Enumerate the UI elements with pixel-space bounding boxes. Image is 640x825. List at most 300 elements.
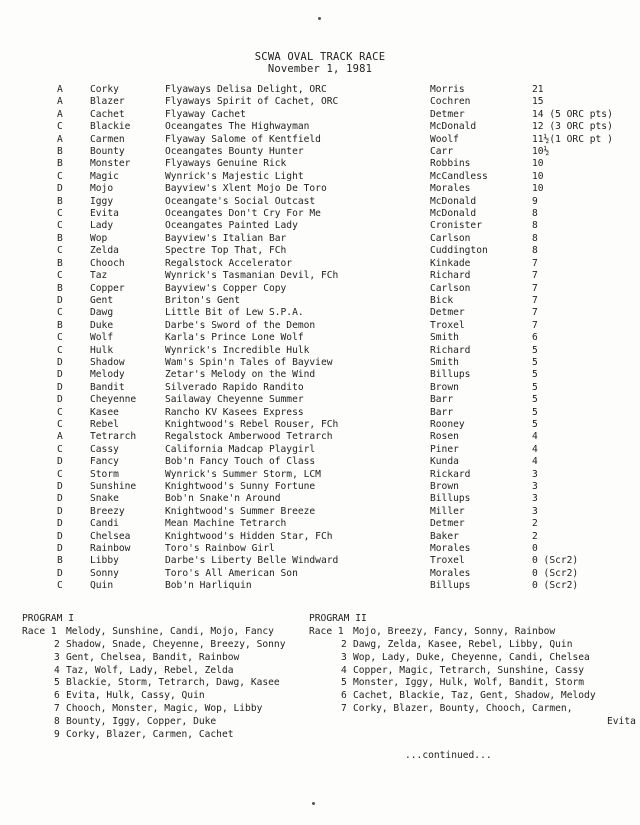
points-value: 10½: [532, 146, 550, 158]
race-number: 7: [54, 703, 60, 715]
points-value: 3: [532, 493, 538, 505]
points-value: 3: [532, 468, 538, 480]
points-value: 7: [532, 282, 538, 294]
registered-name: Bob'n Snake'n Around: [165, 493, 281, 505]
result-row: [0, 357, 640, 369]
registered-name: Darbe's Liberty Belle Windward: [165, 555, 339, 567]
owner-name: Morris: [430, 84, 465, 95]
result-row: [0, 407, 640, 419]
owner-name: Barr: [430, 394, 454, 406]
call-name: Cachet: [90, 108, 125, 120]
points-value: 5: [532, 418, 538, 430]
call-name: Kasee: [90, 406, 119, 418]
dog-class: B: [57, 146, 63, 158]
registered-name: Bayview's Italian Bar: [165, 232, 287, 244]
race-number: 4: [54, 664, 60, 676]
owner-name: McDonald: [430, 195, 477, 207]
race-entrants: Dawg, Zelda, Kasee, Rebel, Libby, Quin: [353, 638, 573, 650]
dog-class: B: [57, 195, 63, 207]
dog-class: D: [57, 493, 63, 505]
owner-name: Carlson: [430, 282, 471, 294]
result-row: [0, 96, 640, 108]
call-name: Bandit: [90, 381, 125, 393]
registered-name: Darbe's Sword of the Demon: [165, 319, 316, 331]
call-name: Chooch: [90, 257, 125, 269]
owner-name: Barr: [430, 406, 454, 418]
registered-name: Bayview's Xlent Mojo De Toro: [165, 183, 327, 195]
dog-class: C: [57, 580, 63, 592]
race-number: 2: [341, 638, 347, 650]
registered-name: Spectre Top That, FCh: [165, 245, 287, 257]
owner-name: Morales: [430, 183, 471, 195]
result-row: [0, 469, 640, 481]
points-value: 7: [532, 270, 538, 282]
points-value: 5: [532, 394, 538, 406]
owner-name: Troxel: [430, 555, 465, 567]
registered-name: Flyaway Salome of Kentfield: [165, 133, 321, 145]
race-line: [22, 651, 240, 665]
race-line: [22, 690, 205, 703]
registered-name: Little Bit of Lew S.P.A.: [165, 307, 304, 319]
race-number: 3: [54, 651, 60, 663]
owner-name: Richard: [430, 270, 471, 282]
points-value: 0 (Scr2): [532, 580, 579, 592]
race-line: [309, 703, 573, 716]
race-number: 4: [341, 664, 347, 676]
registered-name: Zetar's Melody on the Wind: [165, 369, 316, 381]
registered-name: California Madcap Playgirl: [165, 443, 316, 455]
race-number: Race 1: [309, 625, 344, 637]
punch-mark: [312, 802, 315, 805]
call-name: Taz: [90, 270, 108, 282]
result-row: [0, 543, 640, 555]
registered-name: Wynrick's Summer Storm, LCM: [165, 468, 321, 480]
call-name: Breezy: [90, 505, 125, 517]
points-value: 5: [532, 406, 538, 418]
registered-name: Regalstock Accelerator: [165, 257, 293, 269]
result-row: [0, 456, 640, 468]
points-value: 11½(1 ORC pt ): [532, 133, 613, 145]
race-number: 5: [54, 677, 60, 689]
race-entrants: Corky, Blazer, Bounty, Chooch, Carmen,: [353, 703, 573, 715]
dog-class: C: [57, 220, 63, 232]
registered-name: Knightwood's Summer Breeze: [165, 505, 316, 517]
call-name: Gent: [90, 294, 114, 306]
call-name: Carmen: [90, 133, 125, 145]
dog-class: C: [57, 406, 63, 418]
call-name: Duke: [90, 319, 114, 331]
result-row: [0, 555, 640, 567]
owner-name: Detmer: [430, 518, 465, 530]
program-two: [309, 613, 636, 729]
registered-name: Toro's All American Son: [165, 567, 298, 579]
points-value: 8: [532, 208, 538, 220]
dog-class: D: [57, 530, 63, 542]
call-name: Wop: [90, 232, 108, 244]
result-row: [0, 283, 640, 295]
dog-class: B: [57, 555, 63, 567]
dog-class: D: [57, 183, 63, 195]
owner-name: Troxel: [430, 319, 465, 331]
owner-name: Cochren: [430, 96, 471, 108]
race-line: [22, 729, 234, 742]
owner-name: Carr: [430, 146, 454, 158]
points-value: 7: [532, 307, 538, 319]
owner-name: Rooney: [430, 418, 465, 430]
call-name: Dawg: [90, 307, 114, 319]
owner-name: Piner: [430, 443, 459, 455]
points-value: 10: [532, 183, 544, 195]
race-entrants: Taz, Wolf, Lady, Rebel, Zelda: [66, 664, 234, 676]
result-row: [0, 320, 640, 332]
points-value: 21: [532, 84, 544, 95]
points-value: 7: [532, 319, 538, 331]
points-value: 4: [532, 443, 538, 455]
result-row: [0, 295, 640, 307]
registered-name: Karla's Prince Lone Wolf: [165, 332, 304, 344]
call-name: Monster: [90, 158, 131, 170]
registered-name: Bayview's Copper Copy: [165, 282, 287, 294]
owner-name: Billups: [430, 580, 471, 592]
call-name: Snake: [90, 493, 119, 505]
registered-name: Flyaways Genuine Rick: [165, 158, 287, 170]
points-value: 3: [532, 505, 538, 517]
call-name: Copper: [90, 282, 125, 294]
race-number: 3: [341, 651, 347, 663]
result-row: [0, 345, 640, 357]
race-line: [22, 638, 286, 652]
call-name: Quin: [90, 580, 114, 592]
points-value: 14 (5 ORC pts): [532, 108, 613, 120]
owner-name: Richard: [430, 344, 471, 356]
race-number: 5: [341, 677, 347, 689]
call-name: Storm: [90, 468, 119, 480]
points-value: 5: [532, 369, 538, 381]
result-row: [0, 183, 640, 195]
race-entrants: Mojo, Breezy, Fancy, Sonny, Rainbow: [353, 625, 556, 637]
call-name: Wolf: [90, 332, 114, 344]
owner-name: Billups: [430, 493, 471, 505]
owner-name: Brown: [430, 481, 459, 492]
result-row: [0, 245, 640, 257]
page-title: SCWA OVAL TRACK RACE: [254, 51, 386, 63]
owner-name: Rickard: [430, 468, 471, 480]
race-line: [22, 664, 234, 678]
points-value: 4: [532, 431, 538, 443]
registered-name: Briton's Gent: [165, 294, 241, 306]
result-row: [0, 369, 640, 381]
points-value: 0 (Scr2): [532, 555, 579, 567]
call-name: Lady: [90, 220, 114, 232]
registered-name: Sailaway Cheyenne Summer: [165, 394, 304, 406]
dog-class: D: [57, 518, 63, 530]
points-value: 8: [532, 232, 538, 244]
result-row: [0, 394, 640, 406]
owner-name: Detmer: [430, 307, 465, 319]
dog-class: D: [57, 394, 63, 406]
dog-class: C: [57, 121, 63, 133]
registered-name: Oceangates Painted Lady: [165, 220, 298, 232]
registered-name: Wynrick's Incredible Hulk: [165, 344, 310, 356]
race-entrants: Gent, Chelsea, Bandit, Rainbow: [66, 651, 240, 663]
points-value: 7: [532, 294, 538, 306]
registered-name: Rancho KV Kasees Express: [165, 406, 304, 418]
result-row: [0, 580, 640, 592]
race-line: [309, 625, 556, 639]
points-value: 3: [532, 481, 538, 492]
dog-class: A: [57, 84, 63, 95]
call-name: Tetrarch: [90, 431, 137, 443]
dog-class: B: [57, 319, 63, 331]
race-entrants: Melody, Sunshine, Candi, Mojo, Fancy: [66, 625, 274, 637]
race-line: [22, 716, 217, 729]
result-row: [0, 531, 640, 543]
points-value: 10: [532, 158, 544, 170]
owner-name: Miller: [430, 505, 465, 517]
owner-name: Smith: [430, 356, 459, 368]
dog-class: D: [57, 505, 63, 517]
points-value: 9: [532, 195, 538, 207]
call-name: Candi: [90, 518, 119, 530]
owner-name: Carlson: [430, 232, 471, 244]
program-one: [22, 613, 286, 742]
owner-name: Billups: [430, 369, 471, 381]
points-value: 2: [532, 530, 538, 542]
dog-class: C: [57, 468, 63, 480]
owner-name: Smith: [430, 332, 459, 344]
owner-name: Robbins: [430, 158, 471, 170]
race-entrants: Cachet, Blackie, Taz, Gent, Shadow, Melody: [353, 690, 596, 702]
result-row: [0, 220, 640, 232]
result-row: [0, 109, 640, 121]
registered-name: Silverado Rapido Randito: [165, 381, 304, 393]
call-name: Rebel: [90, 418, 119, 430]
result-row: [0, 196, 640, 208]
points-value: 5: [532, 344, 538, 356]
result-row: [0, 493, 640, 505]
owner-name: Baker: [430, 530, 459, 542]
dog-class: D: [57, 369, 63, 381]
call-name: Sonny: [90, 567, 119, 579]
dog-class: C: [57, 245, 63, 257]
call-name: Cheyenne: [90, 394, 137, 406]
race-date: November 1, 1981: [267, 63, 373, 75]
dog-class: D: [57, 481, 63, 492]
call-name: Iggy: [90, 195, 114, 207]
call-name: Rainbow: [90, 543, 131, 555]
owner-name: McDonald: [430, 208, 477, 220]
result-row: [0, 233, 640, 245]
race-line: [22, 703, 263, 716]
call-name: Zelda: [90, 245, 119, 257]
owner-name: Rosen: [430, 431, 459, 443]
owner-name: McDonald: [430, 121, 477, 133]
call-name: Blackie: [90, 121, 131, 133]
registered-name: Toro's Rainbow Girl: [165, 543, 275, 555]
dog-class: C: [57, 443, 63, 455]
dog-class: B: [57, 232, 63, 244]
race-entrants: Wop, Lady, Duke, Cheyenne, Candi, Chelsea: [353, 651, 590, 663]
points-value: 7: [532, 257, 538, 269]
owner-name: Cuddington: [430, 245, 488, 257]
registered-name: Regalstock Amberwood Tetrarch: [165, 431, 333, 443]
owner-name: McCandless: [430, 170, 488, 182]
registered-name: Wynrick's Majestic Light: [165, 170, 304, 182]
call-name: Magic: [90, 170, 119, 182]
dog-class: A: [57, 133, 63, 145]
dog-class: D: [57, 456, 63, 468]
registered-name: Flyaways Delisa Delight, ORC: [165, 84, 327, 95]
registered-name: Oceangates Don't Cry For Me: [165, 208, 321, 220]
result-row: [0, 431, 640, 443]
dog-class: C: [57, 170, 63, 182]
dog-class: D: [57, 567, 63, 579]
race-number: 6: [54, 690, 60, 702]
dog-class: C: [57, 332, 63, 344]
race-line: [309, 651, 590, 665]
registered-name: Knightwood's Sunny Fortune: [165, 481, 316, 492]
points-value: 5: [532, 381, 538, 393]
call-name: Blazer: [90, 96, 125, 108]
dog-class: C: [57, 418, 63, 430]
call-name: Libby: [90, 555, 119, 567]
dog-class: D: [57, 356, 63, 368]
owner-name: Brown: [430, 381, 459, 393]
race-entrants: Chooch, Monster, Magic, Wop, Libby: [66, 703, 263, 715]
race-line: [309, 690, 596, 703]
program-one-heading: PROGRAM I: [22, 613, 74, 624]
result-row: [0, 158, 640, 170]
points-value: 0: [532, 543, 538, 555]
race-entrants: Corky, Blazer, Carmen, Cachet: [66, 729, 234, 741]
registered-name: Flyaway Cachet: [165, 108, 246, 120]
registered-name: Bob'n Harliquin: [165, 580, 252, 592]
punch-mark: [318, 17, 321, 20]
race-line: [22, 625, 274, 639]
call-name: Evita: [90, 208, 119, 220]
points-value: 6: [532, 332, 538, 344]
dog-class: D: [57, 543, 63, 555]
continued-note: ...continued...: [405, 750, 492, 761]
dog-class: B: [57, 257, 63, 269]
dog-class: C: [57, 344, 63, 356]
result-row: [0, 270, 640, 282]
owner-name: Morales: [430, 543, 471, 555]
race-entrants: Evita, Hulk, Cassy, Quin: [66, 690, 205, 702]
result-row: [0, 518, 640, 530]
result-row: [0, 444, 640, 456]
registered-name: Mean Machine Tetrarch: [165, 518, 287, 530]
result-row: [0, 146, 640, 158]
result-row: [0, 419, 640, 431]
dog-class: C: [57, 307, 63, 319]
registered-name: Oceangates Bounty Hunter: [165, 146, 304, 158]
program-two-heading: PROGRAM II: [309, 613, 367, 624]
points-value: 4: [532, 456, 538, 468]
dog-class: A: [57, 108, 63, 120]
call-name: Corky: [90, 84, 119, 95]
result-row: [0, 568, 640, 580]
registered-name: Knightwood's Hidden Star, FCh: [165, 530, 333, 542]
result-row: [0, 481, 640, 493]
dog-class: C: [57, 270, 63, 282]
registered-name: Bob'n Fancy Touch of Class: [165, 456, 316, 468]
dog-class: A: [57, 96, 63, 108]
points-value: 10: [532, 170, 544, 182]
dog-class: A: [57, 431, 63, 443]
registered-name: Flyaways Spirit of Cachet, ORC: [165, 96, 339, 108]
owner-name: Detmer: [430, 108, 465, 120]
points-value: 5: [532, 356, 538, 368]
owner-name: Kunda: [430, 456, 459, 468]
result-row: [0, 84, 640, 96]
call-name: Cassy: [90, 443, 119, 455]
result-row: [0, 307, 640, 319]
call-name: Chelsea: [90, 530, 131, 542]
call-name: Sunshine: [90, 481, 137, 492]
registered-name: Wynrick's Tasmanian Devil, FCh: [165, 270, 339, 282]
race-number: Race 1: [22, 625, 57, 637]
result-row: [0, 171, 640, 183]
race-entrants: Evita: [607, 716, 636, 728]
race-entrants: Shadow, Snade, Cheyenne, Breezy, Sonny: [66, 638, 286, 650]
race-line: [309, 716, 636, 729]
points-value: 15: [532, 96, 544, 108]
points-value: 12 (3 ORC pts): [532, 121, 613, 133]
dog-class: B: [57, 282, 63, 294]
result-row: [0, 121, 640, 133]
race-entrants: Blackie, Storm, Tetrarch, Dawg, Kasee: [66, 677, 280, 689]
result-row: [0, 134, 640, 146]
registered-name: Wam's Spin'n Tales of Bayview: [165, 356, 333, 368]
race-entrants: Monster, Iggy, Hulk, Wolf, Bandit, Storm: [353, 677, 585, 689]
race-entrants: Bounty, Iggy, Copper, Duke: [66, 716, 217, 728]
race-line: [309, 664, 585, 678]
call-name: Mojo: [90, 183, 114, 195]
registered-name: Oceangates The Highwayman: [165, 121, 310, 133]
race-number: 6: [341, 690, 347, 702]
call-name: Bounty: [90, 146, 125, 158]
result-row: [0, 332, 640, 344]
points-value: 0 (Scr2): [532, 567, 579, 579]
owner-name: Cronister: [430, 220, 482, 232]
race-number: 8: [54, 716, 60, 728]
race-line: [309, 677, 585, 690]
owner-name: Bick: [430, 294, 454, 306]
race-number: 2: [54, 638, 60, 650]
call-name: Hulk: [90, 344, 114, 356]
owner-name: Woolf: [430, 133, 459, 145]
race-line: [309, 638, 573, 652]
race-number: 9: [54, 729, 60, 741]
result-row: [0, 208, 640, 220]
dog-class: B: [57, 158, 63, 170]
registered-name: Oceangate's Social Outcast: [165, 195, 316, 207]
dog-class: C: [57, 208, 63, 220]
points-value: 8: [532, 220, 538, 232]
owner-name: Morales: [430, 567, 471, 579]
result-row: [0, 382, 640, 394]
points-value: 2: [532, 518, 538, 530]
call-name: Melody: [90, 369, 125, 381]
points-value: 8: [532, 245, 538, 257]
call-name: Fancy: [90, 456, 119, 468]
registered-name: Knightwood's Rebel Rouser, FCh: [165, 418, 339, 430]
dog-class: D: [57, 381, 63, 393]
dog-class: D: [57, 294, 63, 306]
owner-name: Kinkade: [430, 257, 471, 269]
results-table: [0, 84, 640, 593]
